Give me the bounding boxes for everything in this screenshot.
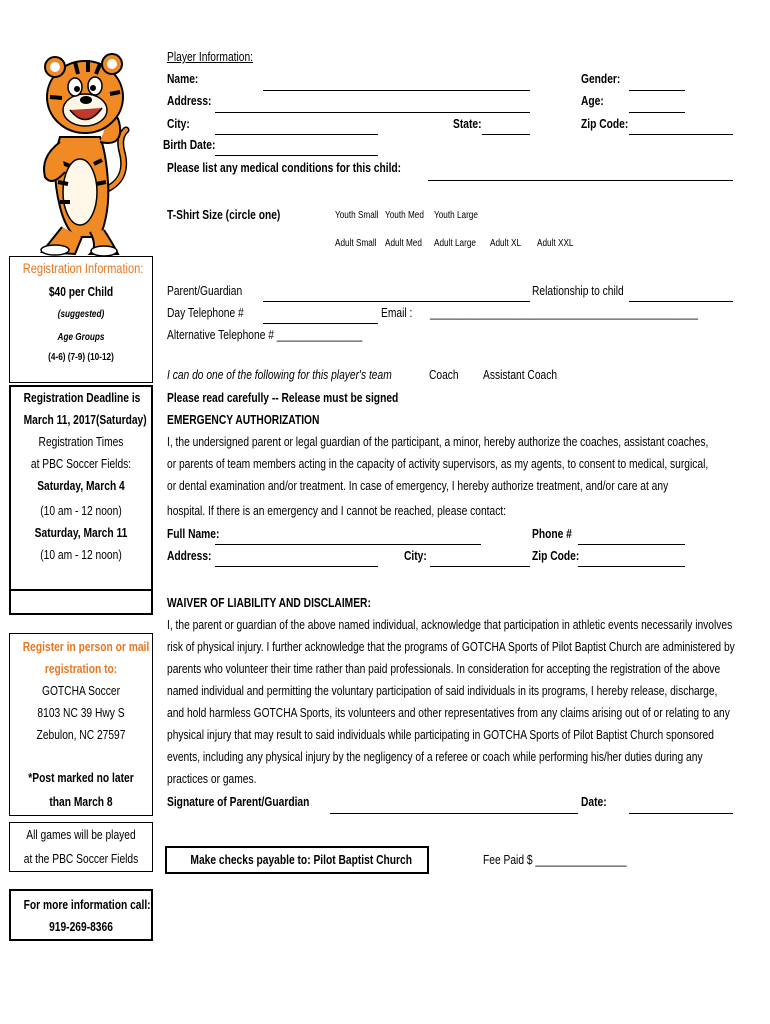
- city-label: City:: [167, 117, 190, 131]
- volunteer-label: I can do one of the following for this player's team: [167, 368, 392, 382]
- age-field[interactable]: [629, 112, 685, 113]
- name-label: Name:: [167, 72, 199, 86]
- assistant-coach-option[interactable]: Assistant Coach: [483, 368, 558, 382]
- size-adult-xxl[interactable]: Adult XXL: [537, 238, 574, 249]
- waiver-line: I, the parent or guardian of the above named individual, acknowledge that participation in athletic events necessarily involves: [167, 618, 733, 632]
- size-youth-large[interactable]: Youth Large: [434, 210, 478, 221]
- address-field[interactable]: [215, 112, 530, 113]
- contact-name-label: Full Name:: [167, 527, 220, 541]
- mail-line1: Register in person or mail: [22, 640, 150, 654]
- guardian-field[interactable]: [263, 301, 530, 302]
- emergency-line: or dental examination and/or treatment. In case of emergency, I hereby authorize treatment, and/or care at any: [167, 479, 669, 493]
- registration-location: at PBC Soccer Fields:: [30, 457, 132, 471]
- waiver-title: WAIVER OF LIABILITY AND DISCLAIMER:: [167, 596, 371, 610]
- size-youth-small[interactable]: Youth Small: [335, 210, 379, 221]
- mail-org: GOTCHA Soccer: [41, 684, 121, 698]
- registration-info-title: Registration Information:: [22, 261, 144, 276]
- emergency-line: hospital. If there is an emergency and I cannot be reached, please contact:: [167, 504, 507, 518]
- coach-option[interactable]: Coach: [429, 368, 459, 382]
- contact-name-field[interactable]: [215, 544, 481, 545]
- guardian-label: Parent/Guardian: [167, 284, 243, 298]
- contact-phone-field[interactable]: [578, 544, 685, 545]
- waiver-line: practices or games.: [167, 772, 257, 786]
- suggested-text: (suggested): [57, 309, 105, 320]
- alt-phone-label[interactable]: Alternative Telephone # _______________: [167, 328, 363, 342]
- games-line1: All games will be played: [26, 828, 136, 842]
- registration-date2: Saturday, March 11: [34, 526, 128, 540]
- size-youth-med[interactable]: Youth Med: [385, 210, 424, 221]
- checks-payable-box: [165, 846, 429, 874]
- date-field[interactable]: [629, 813, 733, 814]
- birth-date-field[interactable]: [215, 155, 378, 156]
- box-divider: [11, 589, 151, 591]
- waiver-line: parents who volunteer their time rather than paid professionals. In consideration for accepting the registration of the above: [167, 662, 721, 676]
- zip-label: Zip Code:: [581, 117, 629, 131]
- registration-time2: (10 am - 12 noon): [40, 548, 122, 562]
- checks-payable-label: Make checks payable to: Pilot Baptist Church: [190, 853, 412, 867]
- day-phone-label: Day Telephone #: [167, 306, 244, 320]
- relationship-label: Relationship to child: [532, 284, 624, 298]
- registration-dates-box: [9, 385, 153, 615]
- mail-street: 8103 NC 39 Hwy S: [37, 706, 125, 720]
- info-line1: For more information call:: [23, 898, 151, 912]
- medical-label: Please list any medical conditions for this child:: [167, 161, 402, 175]
- size-adult-small[interactable]: Adult Small: [335, 238, 377, 249]
- contact-zip-label: Zip Code:: [532, 549, 580, 563]
- signature-label: Signature of Parent/Guardian: [167, 795, 310, 809]
- state-label: State:: [453, 117, 482, 131]
- registration-info-box: [9, 256, 153, 383]
- registration-times-label: Registration Times: [38, 435, 124, 449]
- address-label: Address:: [167, 94, 212, 108]
- price-text: $40 per Child: [48, 285, 114, 299]
- city-field[interactable]: [215, 134, 378, 135]
- size-adult-xl[interactable]: Adult XL: [490, 238, 522, 249]
- name-field[interactable]: [263, 90, 530, 91]
- release-notice: Please read carefully -- Release must be signed: [167, 391, 399, 405]
- gender-label: Gender:: [581, 72, 621, 86]
- waiver-line: risk of physical injury. I further acknowledge that the programs of GOTCHA Sports of Pilot Baptist Church are administered by: [167, 640, 735, 654]
- size-adult-large[interactable]: Adult Large: [434, 238, 476, 249]
- email-field[interactable]: _______________________________________________: [430, 306, 698, 320]
- age-label: Age:: [581, 94, 604, 108]
- waiver-line: physical injury that may result to said individuals while participating in GOTCHA Sports of Pilot Baptist Church sponsored: [167, 728, 714, 742]
- day-phone-field[interactable]: [263, 323, 378, 324]
- waiver-line: and hold harmless GOTCHA Sports, its volunteers and other representatives from any claims arising out of or relating to any: [167, 706, 730, 720]
- contact-info-box: [9, 889, 153, 941]
- mail-registration-box: [9, 633, 153, 816]
- tshirt-label: T-Shirt Size (circle one): [167, 208, 281, 222]
- waiver-line: events, including any physical injury by the negligency of a referee or coach while performing his/her duties during any: [167, 750, 703, 764]
- emergency-line: or parents of team members acting in the capacity of activity supervisors, as my agents, to consent to medical, surgical,: [167, 457, 709, 471]
- deadline-line2: March 11, 2017(Saturday): [23, 413, 147, 427]
- contact-address-field[interactable]: [215, 566, 378, 567]
- age-groups-label: Age Groups: [57, 332, 105, 343]
- birth-date-label: Birth Date:: [163, 138, 216, 152]
- tiger-mascot-image: [30, 42, 140, 257]
- games-line2: at the PBC Soccer Fields: [23, 852, 139, 866]
- contact-address-label: Address:: [167, 549, 212, 563]
- contact-city-field[interactable]: [430, 566, 530, 567]
- date-label: Date:: [581, 795, 607, 809]
- emergency-title: EMERGENCY AUTHORIZATION: [167, 413, 320, 427]
- mail-line2: registration to:: [44, 662, 118, 676]
- registration-time1: (10 am - 12 noon): [40, 504, 122, 518]
- player-section-title: Player Information:: [167, 50, 254, 64]
- relationship-field[interactable]: [629, 301, 733, 302]
- contact-zip-field[interactable]: [578, 566, 685, 567]
- fee-paid-field[interactable]: Fee Paid $ ________________: [483, 853, 627, 867]
- emergency-line: I, the undersigned parent or legal guardian of the participant, a minor, hereby authorize the coaches, assistant coaches,: [167, 435, 709, 449]
- zip-field[interactable]: [629, 134, 733, 135]
- email-label: Email :: [381, 306, 413, 320]
- contact-city-label: City:: [404, 549, 427, 563]
- gender-field[interactable]: [629, 90, 685, 91]
- state-field[interactable]: [482, 134, 530, 135]
- post-marked-line2: than March 8: [49, 795, 113, 809]
- info-phone[interactable]: 919-269-8366: [49, 920, 113, 934]
- deadline-line1: Registration Deadline is: [23, 391, 141, 405]
- size-adult-med[interactable]: Adult Med: [385, 238, 422, 249]
- waiver-line: named individual and permitting the voluntary participation of said individuals in its programs, I hereby release, discharge,: [167, 684, 718, 698]
- registration-date1: Saturday, March 4: [37, 479, 125, 493]
- post-marked-line1: *Post marked no later: [28, 771, 134, 785]
- age-groups-text: (4-6) (7-9) (10-12): [48, 352, 114, 363]
- games-location-box: [9, 822, 153, 872]
- contact-phone-label: Phone #: [532, 527, 572, 541]
- mail-city: Zebulon, NC 27597: [36, 728, 126, 742]
- medical-field[interactable]: [428, 180, 733, 181]
- signature-field[interactable]: [330, 813, 578, 814]
